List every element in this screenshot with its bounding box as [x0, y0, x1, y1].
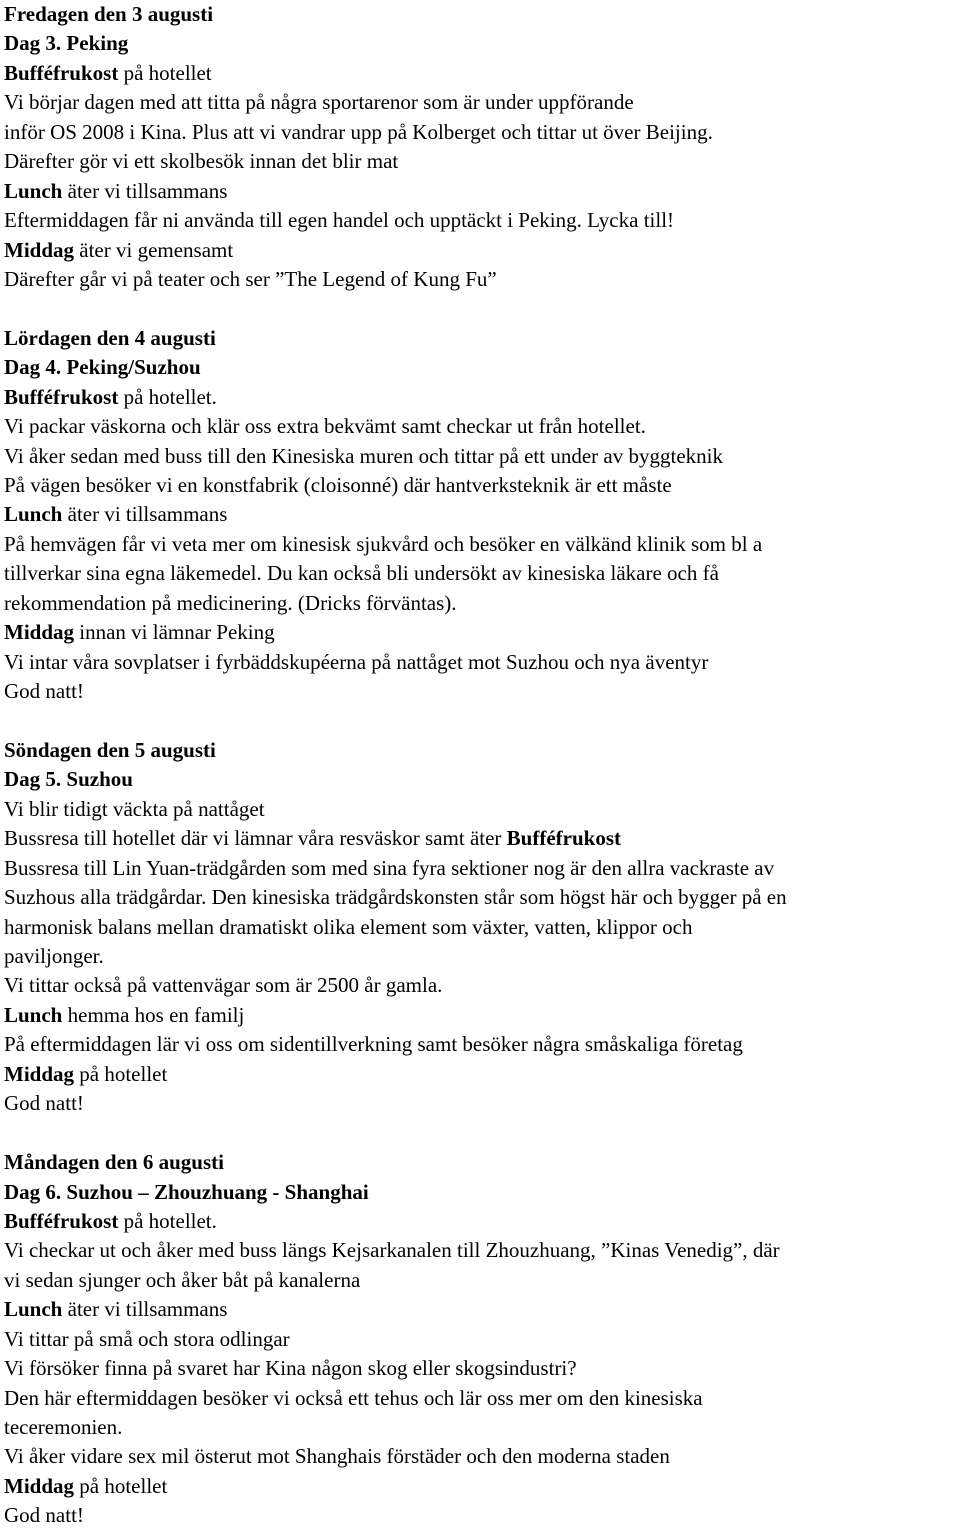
day-date-heading: Lördagen den 4 augusti [4, 325, 216, 350]
day-title-heading: Dag 4. Peking/Suzhou [4, 355, 201, 380]
meal-description: på hotellet. [118, 384, 217, 409]
meal-line [4, 824, 956, 853]
meal-label: Bufféfrukost [4, 1208, 119, 1233]
meal-description: Bussresa till hotellet där vi lämnar våra resväskor samt äter [4, 826, 507, 851]
day-section [4, 1148, 956, 1531]
body-text-line: Den här eftermiddagen besöker vi också ett tehus och lär oss mer om den kinesiska [4, 1385, 703, 1410]
meal-description: äter vi gemensamt [74, 237, 234, 262]
meal-description: äter vi tillsammans [62, 178, 228, 203]
body-text-line: Vi börjar dagen med att titta på några sportarenor som är under uppförande [4, 90, 634, 115]
meal-description: på hotellet [74, 1061, 168, 1086]
meal-label: Lunch [4, 1002, 63, 1027]
meal-line [4, 1207, 956, 1236]
section-spacer [4, 707, 956, 736]
body-text-line: Vi packar väskorna och klär oss extra bekvämt samt checkar ut från hotellet. [4, 414, 646, 439]
body-text-line: inför OS 2008 i Kina. Plus att vi vandrar upp på Kolberget och tittar ut över Beijing. [4, 119, 713, 144]
day-title-heading: Dag 3. Peking [4, 31, 129, 56]
day-section [4, 736, 956, 1119]
meal-description: innan vi lämnar Peking [74, 620, 275, 645]
body-text-line: Suzhous alla trädgårdar. Den kinesiska trädgårdskonsten står som högst här och bygger på en [4, 885, 787, 910]
body-text-line: På hemvägen får vi veta mer om kinesisk sjukvård och besöker en välkänd klinik som bl a [4, 531, 763, 556]
body-text-line: Därefter gör vi ett skolbesök innan det blir mat [4, 149, 399, 174]
body-text-line: Vi åker vidare sex mil österut mot Shanghais förstäder och den moderna staden [4, 1444, 670, 1469]
body-text-line: Vi blir tidigt väckta på nattåget [4, 796, 265, 821]
meal-label: Lunch [4, 502, 63, 527]
body-text-line: Vi checkar ut och åker med buss längs Kejsarkanalen till Zhouzhuang, ”Kinas Venedig”, där [4, 1238, 780, 1263]
meal-description: äter vi tillsammans [62, 502, 228, 527]
body-text-line: vi sedan sjunger och åker båt på kanalerna [4, 1267, 361, 1292]
meal-label: Middag [4, 620, 75, 645]
body-text-line: God natt! [4, 1503, 84, 1528]
meal-line [4, 383, 956, 412]
section-spacer [4, 294, 956, 323]
day-title-heading: Dag 5. Suzhou [4, 767, 133, 792]
body-text-line: God natt! [4, 1091, 84, 1116]
meal-description: på hotellet [118, 60, 212, 85]
meal-label: Middag [4, 237, 75, 262]
body-text-line: paviljonger. [4, 944, 104, 968]
body-text-line: tillverkar sina egna läkemedel. Du kan också bli undersökt av kinesiska läkare och få [4, 561, 719, 586]
meal-label: Middag [4, 1061, 75, 1086]
body-text-line: God natt! [4, 679, 84, 704]
day-title-heading: Dag 6. Suzhou – Zhouzhuang - Shanghai [4, 1179, 369, 1204]
meal-label: Lunch [4, 1297, 63, 1322]
meal-line [4, 1295, 956, 1324]
body-text-line: Vi försöker finna på svaret har Kina någon skog eller skogsindustri? [4, 1356, 577, 1381]
meal-line [4, 618, 956, 647]
body-text-line: På vägen besöker vi en konstfabrik (cloisonné) där hantverksteknik är ett måste [4, 473, 672, 497]
day-date-heading: Fredagen den 3 augusti [4, 2, 214, 26]
body-text-line: Vi intar våra sovplatser i fyrbäddskupéerna på nattåget mot Suzhou och nya äventyr [4, 649, 709, 674]
meal-label: Bufféfrukost [4, 384, 119, 409]
meal-line [4, 1001, 956, 1030]
meal-label: Lunch [4, 178, 63, 203]
body-text-line: Vi tittar på små och stora odlingar [4, 1326, 290, 1351]
meal-label: Bufféfrukost [506, 826, 622, 851]
meal-line [4, 236, 956, 265]
meal-description: äter vi tillsammans [62, 1297, 228, 1322]
meal-description: hemma hos en familj [62, 1002, 245, 1027]
day-date-heading: Måndagen den 6 augusti [4, 1150, 224, 1175]
day-section [4, 324, 956, 707]
body-text-line: Vi tittar också på vattenvägar som är 2500 år gamla. [4, 973, 443, 998]
body-text-line: teceremonien. [4, 1415, 123, 1439]
meal-description: på hotellet [74, 1473, 168, 1498]
meal-line [4, 177, 956, 206]
meal-label: Middag [4, 1473, 75, 1498]
meal-line [4, 59, 956, 88]
day-section [4, 0, 956, 294]
section-spacer [4, 1119, 956, 1148]
day-date-heading: Söndagen den 5 augusti [4, 737, 216, 762]
body-text-line: Bussresa till Lin Yuan-trädgården som med sina fyra sektioner nog är den allra vackraste av [4, 855, 775, 880]
body-text-line: Vi åker sedan med buss till den Kinesiska muren och tittar på ett under av byggteknik [4, 443, 723, 468]
body-text-line: harmonisk balans mellan dramatiskt olika element som växter, vatten, klippor och [4, 914, 693, 939]
meal-line [4, 1472, 956, 1501]
body-text-line: Eftermiddagen får ni använda till egen handel och upptäckt i Peking. Lycka till! [4, 208, 675, 233]
body-text-line: rekommendation på medicinering. (Dricks förväntas). [4, 590, 457, 615]
body-text-line: Därefter går vi på teater och ser ”The Legend of Kung Fu” [4, 266, 497, 291]
meal-description: på hotellet. [118, 1208, 217, 1233]
meal-line [4, 500, 956, 529]
meal-label: Bufféfrukost [4, 60, 119, 85]
meal-line [4, 1060, 956, 1089]
body-text-line: På eftermiddagen lär vi oss om sidentillverkning samt besöker några småskaliga företag [4, 1032, 743, 1057]
